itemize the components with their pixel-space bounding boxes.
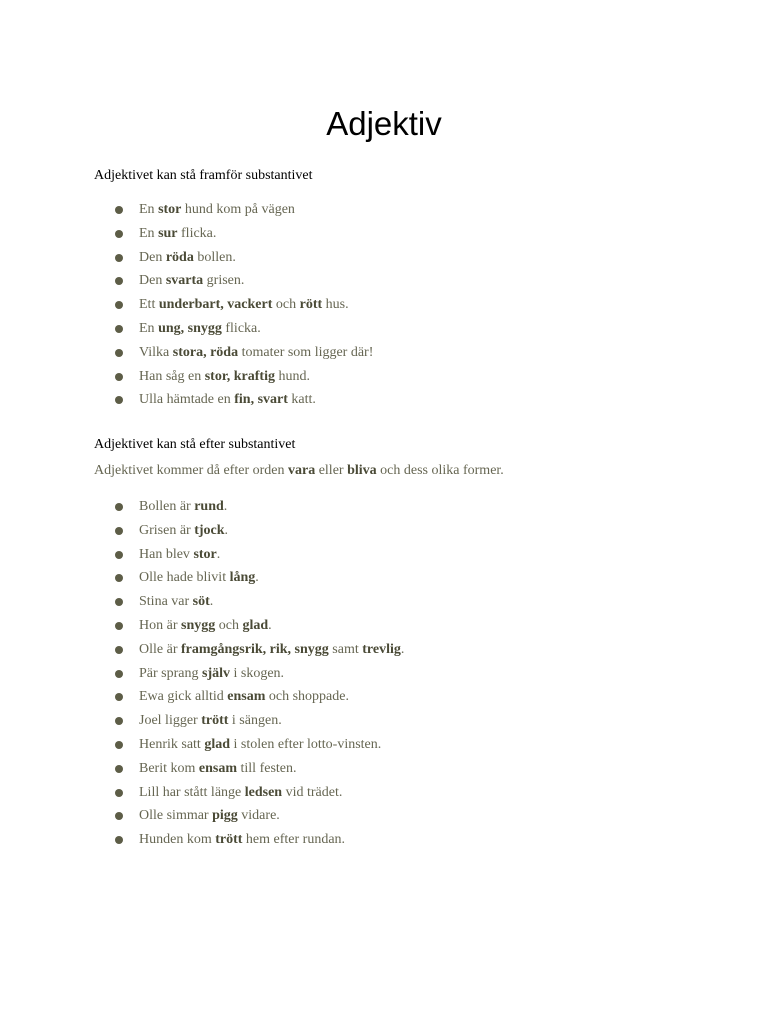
adjective-text: röda bbox=[165, 249, 194, 265]
text-run: Joel ligger bbox=[139, 713, 202, 729]
adjective-text: glad bbox=[242, 617, 269, 633]
text-run: Lill har stått länge bbox=[139, 784, 245, 800]
text-run: Den bbox=[139, 273, 166, 289]
list-item bbox=[0, 293, 768, 317]
bullet-dot-icon bbox=[115, 301, 123, 309]
section-heading-after-noun: Adjektivet kan stå efter substantivet bbox=[94, 437, 296, 452]
text-run: bollen. bbox=[193, 249, 236, 265]
text-run: En bbox=[139, 320, 159, 336]
bullet-list-after-noun bbox=[0, 495, 768, 852]
section-heading-before-noun: Adjektivet kan stå framför substantivet bbox=[94, 168, 313, 183]
adjective-text: rund bbox=[194, 499, 224, 514]
list-item bbox=[0, 246, 768, 270]
bullet-dot-icon bbox=[115, 812, 123, 820]
adjective-text: ensam bbox=[227, 689, 266, 705]
text-run: i stolen efter lotto-vinsten. bbox=[230, 736, 382, 752]
bullet-dot-icon bbox=[115, 836, 123, 844]
text-run: . bbox=[268, 617, 272, 633]
adjective-text: stor bbox=[193, 546, 217, 562]
list-item bbox=[0, 269, 768, 293]
text-run: katt. bbox=[287, 392, 316, 408]
bullet-dot-icon bbox=[115, 325, 123, 333]
text-run: flicka. bbox=[177, 225, 217, 241]
bullet-dot-icon bbox=[115, 574, 123, 582]
text-run: i skogen. bbox=[230, 665, 285, 681]
bullet-dot-icon bbox=[115, 206, 123, 214]
list-item bbox=[0, 638, 768, 662]
list-item bbox=[0, 365, 768, 389]
list-item bbox=[0, 828, 768, 852]
text-run: En bbox=[139, 225, 159, 241]
text-run: . bbox=[209, 594, 214, 610]
bullet-dot-icon bbox=[115, 598, 123, 606]
bullet-dot-icon bbox=[115, 254, 123, 262]
text-run: . bbox=[255, 570, 259, 586]
list-item bbox=[0, 317, 768, 341]
bullet-dot-icon bbox=[115, 373, 123, 381]
bullet-dot-icon bbox=[115, 622, 123, 630]
bullet-dot-icon bbox=[115, 551, 123, 559]
text-run: vidare. bbox=[237, 808, 280, 824]
adjective-text: stora, röda bbox=[172, 344, 239, 360]
text-run: Hon är bbox=[139, 617, 181, 633]
text-run: Stina var bbox=[139, 594, 193, 610]
adjective-text: trevlig bbox=[362, 641, 401, 657]
text-run: Pär sprang bbox=[139, 665, 202, 681]
list-item bbox=[0, 566, 768, 590]
text-run: Ett bbox=[139, 297, 159, 313]
text-run: och dess olika former. bbox=[376, 463, 504, 478]
bullet-dot-icon bbox=[115, 396, 123, 404]
bullet-dot-icon bbox=[115, 670, 123, 678]
bullet-dot-icon bbox=[115, 693, 123, 701]
section-intro-after-noun bbox=[94, 462, 504, 480]
adjective-text: stor, kraftig bbox=[204, 368, 275, 384]
text-run: hus. bbox=[322, 297, 349, 313]
bullet-dot-icon bbox=[115, 765, 123, 773]
list-item bbox=[0, 543, 768, 567]
text-run: eller bbox=[315, 463, 348, 478]
list-item bbox=[0, 222, 768, 246]
text-run: Olle simmar bbox=[139, 808, 213, 824]
adjective-text: söt bbox=[192, 594, 210, 610]
bullet-dot-icon bbox=[115, 527, 123, 535]
text-run: . bbox=[216, 546, 221, 562]
list-item bbox=[0, 685, 768, 709]
text-run: tomater som ligger där! bbox=[238, 344, 374, 360]
text-run: Olle är bbox=[139, 641, 181, 657]
list-item bbox=[0, 519, 768, 543]
bullet-dot-icon bbox=[115, 789, 123, 797]
text-run: Vilka bbox=[139, 344, 173, 360]
list-item bbox=[0, 388, 768, 412]
list-item bbox=[0, 341, 768, 365]
adjective-text: rött bbox=[299, 297, 323, 313]
bullet-dot-icon bbox=[115, 503, 123, 511]
text-run: och bbox=[272, 297, 300, 313]
adjective-text: snygg bbox=[181, 617, 216, 633]
adjective-text: vara bbox=[287, 463, 316, 478]
bullet-dot-icon bbox=[115, 277, 123, 285]
adjective-text: ung, snygg bbox=[158, 320, 222, 336]
text-run: . bbox=[224, 522, 229, 538]
bullet-list-before-noun bbox=[0, 198, 768, 412]
text-run: hund. bbox=[274, 368, 310, 384]
page-title: Adjektiv bbox=[326, 105, 442, 142]
adjective-text: sur bbox=[158, 225, 178, 241]
adjective-text: pigg bbox=[212, 808, 238, 824]
text-run: Den bbox=[139, 249, 166, 265]
list-item bbox=[0, 804, 768, 828]
adjective-text: trött bbox=[201, 713, 229, 729]
text-run: Ewa gick alltid bbox=[139, 689, 228, 705]
bullet-dot-icon bbox=[115, 349, 123, 357]
text-run: hem efter rundan. bbox=[242, 832, 346, 848]
text-run: En bbox=[139, 202, 159, 217]
adjective-text: framgångsrik, rik, snygg bbox=[180, 641, 329, 657]
text-run: Grisen är bbox=[139, 522, 195, 538]
text-run: Henrik satt bbox=[139, 736, 205, 752]
adjective-text: lång bbox=[229, 570, 256, 586]
list-item bbox=[0, 781, 768, 805]
text-run: Bollen är bbox=[139, 499, 195, 514]
text-run: till festen. bbox=[237, 760, 297, 776]
adjective-text: tjock bbox=[194, 522, 225, 538]
adjective-text: trött bbox=[215, 832, 243, 848]
text-run: Ulla hämtade en bbox=[139, 392, 235, 408]
adjective-text: glad bbox=[204, 736, 231, 752]
adjective-text: ledsen bbox=[244, 784, 283, 800]
adjective-text: underbart, vackert bbox=[158, 297, 273, 313]
list-item bbox=[0, 757, 768, 781]
text-run: och bbox=[215, 617, 243, 633]
text-run: flicka. bbox=[221, 320, 261, 336]
adjective-text: själv bbox=[202, 665, 230, 681]
text-run: . bbox=[400, 641, 405, 657]
adjective-text: ensam bbox=[198, 760, 238, 776]
text-run: Adjektivet kommer då efter orden bbox=[94, 463, 288, 478]
text-run: samt bbox=[328, 641, 363, 657]
bullet-dot-icon bbox=[115, 230, 123, 238]
list-item bbox=[0, 662, 768, 686]
list-item bbox=[0, 495, 768, 519]
adjective-text: svarta bbox=[165, 273, 204, 289]
adjective-text: bliva bbox=[347, 463, 377, 478]
adjective-text: stor bbox=[158, 202, 182, 217]
text-run: . bbox=[223, 499, 228, 514]
text-run: Han blev bbox=[139, 546, 194, 562]
bullet-dot-icon bbox=[115, 646, 123, 654]
list-item bbox=[0, 733, 768, 757]
list-item bbox=[0, 614, 768, 638]
adjective-text: fin, svart bbox=[234, 392, 288, 408]
text-run: Olle hade blivit bbox=[139, 570, 230, 586]
text-run: hund kom på vägen bbox=[181, 202, 295, 217]
list-item bbox=[0, 198, 768, 222]
text-run: vid trädet. bbox=[282, 784, 343, 800]
bullet-dot-icon bbox=[115, 741, 123, 749]
text-run: Han såg en bbox=[139, 368, 205, 384]
text-run: Hunden kom bbox=[139, 832, 216, 848]
list-item bbox=[0, 590, 768, 614]
text-run: Berit kom bbox=[139, 760, 199, 776]
text-run: grisen. bbox=[203, 273, 245, 289]
text-run: och shoppade. bbox=[265, 689, 349, 705]
list-item bbox=[0, 709, 768, 733]
bullet-dot-icon bbox=[115, 717, 123, 725]
text-run: i sängen. bbox=[228, 713, 282, 729]
